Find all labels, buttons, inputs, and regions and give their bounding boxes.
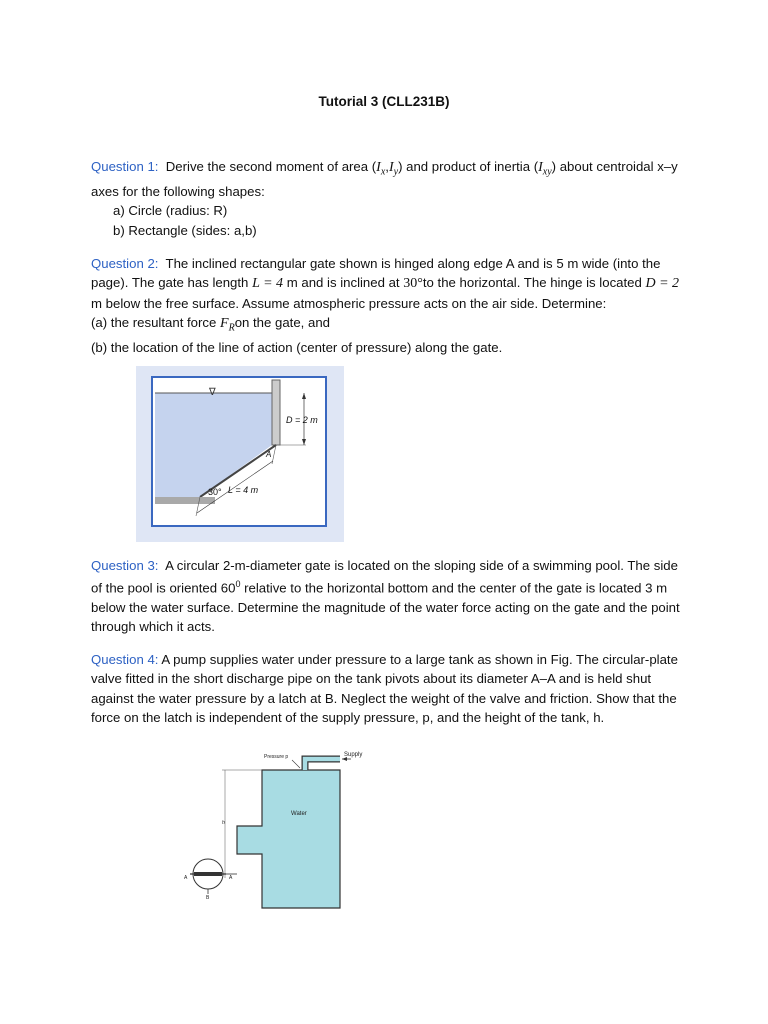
a-right-label: A <box>229 875 233 881</box>
question-4-label: Question 4: <box>91 652 159 667</box>
list-item: b) Rectangle (sides: a,b) <box>113 222 257 238</box>
water-label: Water <box>291 811 307 817</box>
supply-pipe <box>305 759 340 770</box>
bottom-ledge <box>155 497 215 504</box>
free-surface-symbol: ∇ <box>209 387 216 398</box>
pump-tank-figure <box>180 748 380 912</box>
question-2-text: Question 2: The inclined rectangular gate shown is hinged along edge A and is 5 m wide (into the page). The gate has length L = 4 m and is inclined at 30°to the horizontal. The hinge is located D = 2 m below the free surface. Assume atmospheric pressure acts on the air side. Determine: <box>91 256 680 311</box>
question-4: Question 4: A pump supplies water under pressure to a large tank as shown in Fig. The circular-plate valve fitted in the short discharge pipe on the tank pivots about its diameter A–A and is held shut against the water pressure by a latch at B. Neglect the weight of the valve and friction. Show that the force on the latch is independent of the supply pressure, p, and the height of the tank, h. <box>91 652 678 725</box>
valve-bar <box>194 872 222 876</box>
page-title: Tutorial 3 (CLL231B) <box>318 94 450 109</box>
pressure-label: Pressure p <box>264 754 289 760</box>
list-item: a) Circle (radius: R) <box>113 203 228 219</box>
question-3-label: Question 3: <box>91 558 159 573</box>
angle-label: 30° <box>208 487 222 497</box>
question-1-text: Question 1: Derive the second moment of area $(I_x,I_y)$ and product of inertia $(I_{xy})$ about centroidal x–y axes for the following shapes: <box>91 159 678 199</box>
question-2-part-a: (a) the resultant force $F_Ron$ the gate, and <box>91 314 331 334</box>
question-3: Question 3: A circular 2-m-diameter gate is located on the sloping side of a swimming pool. The side of the pool is oriented $60^0$ relative to the horizontal bottom and the center of the gate is located 3 m below the water surface. Determine the magnitude of the water force acting on the gate and the point through which it acts. <box>91 558 680 635</box>
question-2-part-b: (b) the location of the line of action (center of pressure) along the gate. <box>91 339 503 355</box>
pressure-leader <box>292 760 300 768</box>
length-label: L = 4 m <box>228 485 259 495</box>
question-1-label: Question 1: <box>91 159 159 174</box>
tank-water <box>237 770 340 908</box>
d-label: D = 2 m <box>286 415 318 425</box>
question-2 <box>91 254 687 357</box>
h-label: h <box>222 820 225 826</box>
question-1 <box>91 157 687 240</box>
question-2-label: Question 2: <box>91 256 159 271</box>
supply-label: Supply <box>344 752 363 758</box>
a-left-label: A <box>184 875 188 881</box>
hinge-label: A <box>266 450 272 459</box>
b-label: B <box>206 895 210 901</box>
vertical-wall <box>272 380 280 445</box>
inclined-gate-figure <box>136 366 344 542</box>
question-1-shape-list <box>91 201 687 240</box>
